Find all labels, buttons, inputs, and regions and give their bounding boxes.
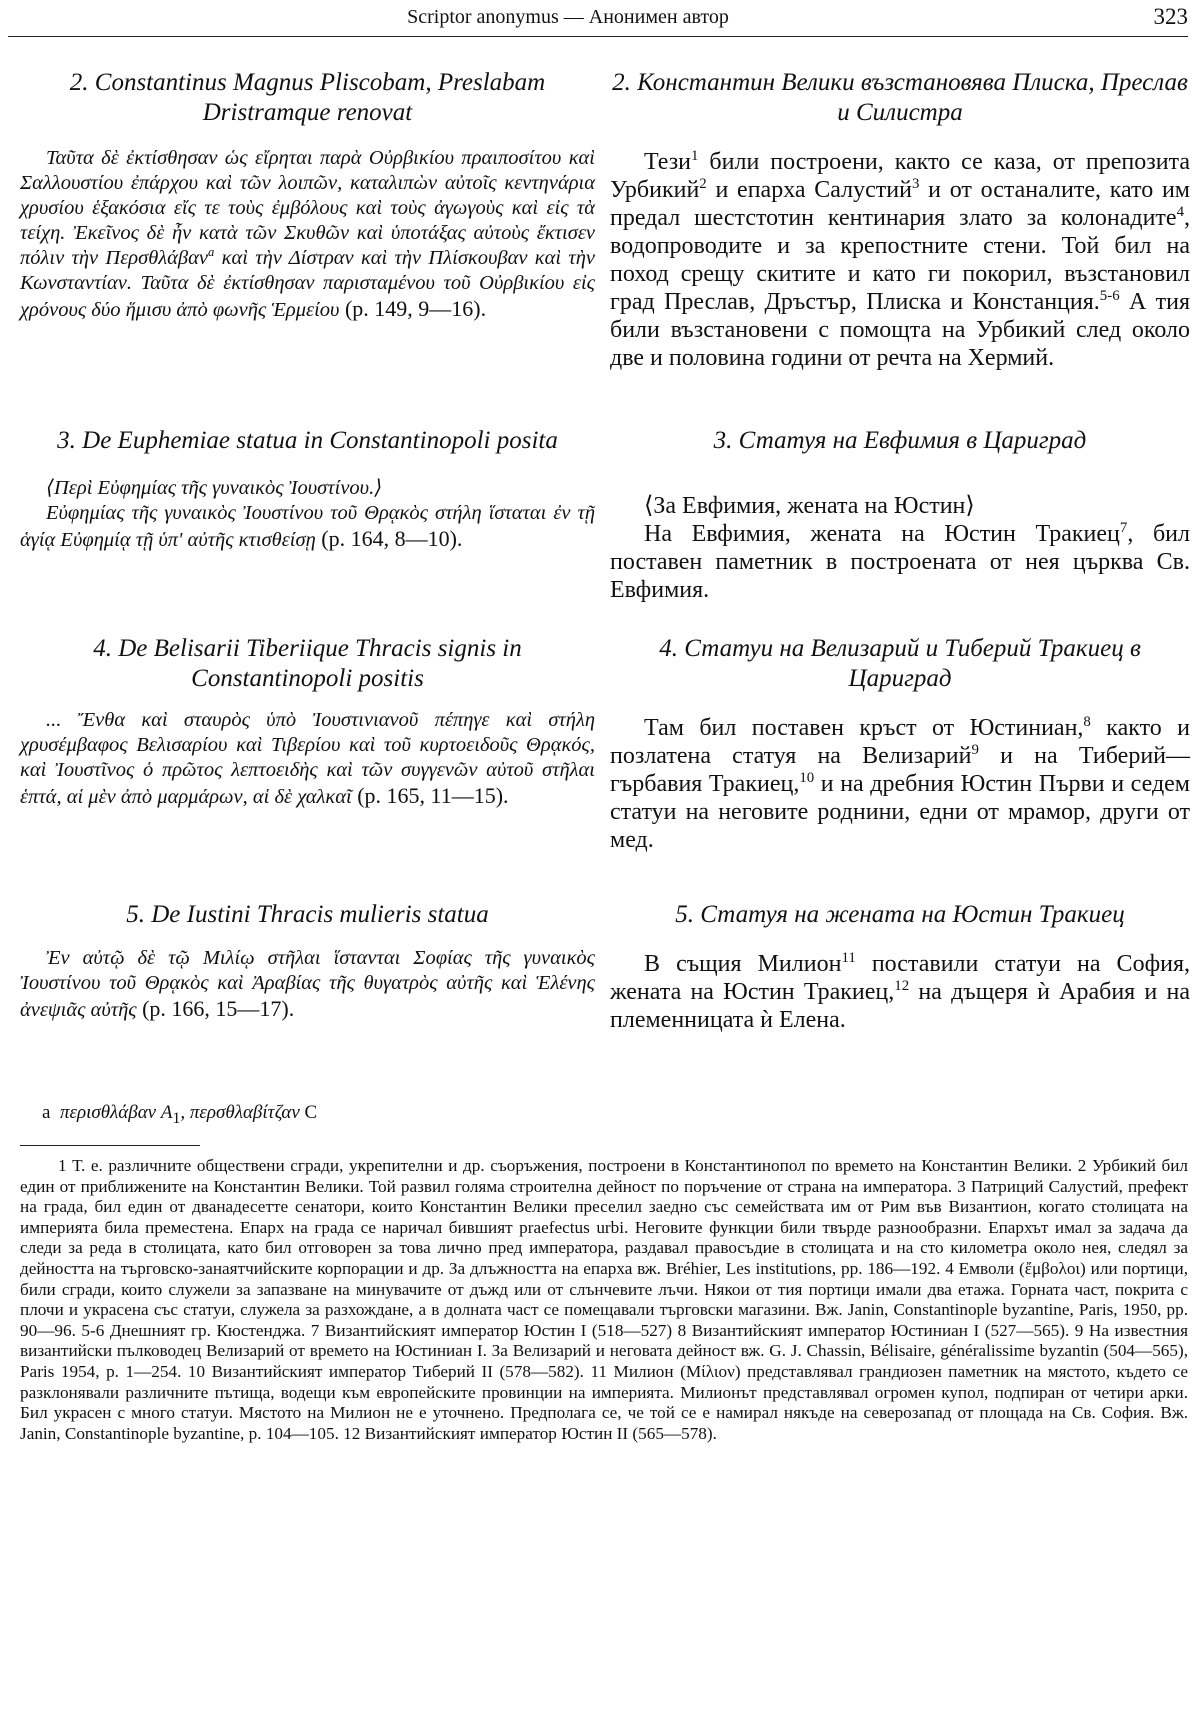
- bulgarian-paragraph: В същия Милион$^{11}$ поставили статуи на София, жената на Юстин Тракиец,$^{12}$ на дъщеря ѝ Арабия и на племенницата ѝ Елена.: [610, 950, 1190, 1033]
- greek-paragraph: ... Ἔνθα καὶ σταυρὸς ὑπὸ Ἰουστινιανοῦ πέπηγε καὶ στήλη χρυσέμβαφος Βελισαρίου καὶ Τιβερίου καὶ τοῦ κυρτοειδοῦς Θρᾳκός, καὶ Ἰουστῖνος ὁ πρῶτος λεπτοειδὴς καὶ τῶν συγγενῶν αὐτοῦ στῆλαι ἑπτά, αἱ μὲν ἀπὸ μαρμάρων, αἱ δὲ χαλκαῖ (p. 165, 11—15).: [20, 709, 595, 808]
- apparatus-marker: a: [208, 245, 215, 260]
- section-4-greek: [20, 634, 595, 810]
- section-5-bulgarian: [610, 900, 1190, 1034]
- section-2-greek: [20, 68, 595, 323]
- section-title: 5. De Iustini Thracis mulieris statua: [126, 901, 489, 928]
- section-title: 4. Статуи на Велизарий и Тиберий Тракиец в Цариград: [659, 635, 1141, 692]
- section-4-bulgarian: [610, 634, 1190, 854]
- greek-subheading: ⟨Περὶ Εὐφημίας τῆς γυναικὸς Ἰουστίνου.⟩: [46, 477, 383, 499]
- section-3-bulgarian: [610, 426, 1190, 604]
- running-title: Scriptor anonymus — Анонимен автор: [407, 6, 729, 28]
- page-reference: (p. 165, 11—15).: [351, 783, 509, 808]
- page-reference: (p. 164, 8—10).: [315, 526, 463, 551]
- greek-paragraph: Ἐν αὐτῷ δὲ τῷ Μιλίῳ στῆλαι ἵστανται Σοφίας τῆς γυναικὸς Ἰουστίνου τοῦ Θρᾳκὸς καὶ Ἀραβίας τῆς θυγατρὸς αὐτῆς καὶ Ἑλένης ἀνεψιᾶς αὐτῆς (p. 166, 15—17).: [20, 947, 595, 1021]
- footnotes: 1 Т. е. различните обществени сгради, укрепителни и др. съоръжения, построени в Константинопол по времето на Константин Велики. 2 Урбикий бил един от приближените на Константин Велики. Той развил голяма строителна дейност по поръчение от страна на императора. 3 Патриций Салустий, префект на града, бил един от дванадесетте сенатори, които Константин Велики преселил заедно със семействата им от Рим във Византион, когато столицата на империята била преместена. Епарх на града се наричал бившият praefectus urbi. Неговите функции били твърде разнообразни. Епархът имал за задача да следи за реда в столицата, като бил отговорен за това лично пред императора, раздавал правосъдие в столицата и на сто километра около нея, следял за дейността на търговско-занаятчийските корпорации и др. За длъжността на епарха вж. Bréhier, Les institutions, pp. 186—192. 4 Емволи (ἔμβολοι) или портици, били сгради, които служели за запазване на минувачите от дъжд или от слънчевите лъчи. Някои от тия портици имали два етажа. Горната част, покрита с плочи и украсена със статуи, служела за разхождане, а в долната част се помещавали търговски магазини. Вж. Janin, Constantinople byzantine, Paris, 1950, pp. 90—96. 5-6 Днешният гр. Кюстенджа. 7 Византийският император Юстин I (518—527) 8 Византийският император Юстиниан I (527—565). 9 На известния византийски пълководец Велизарий от времето на Юстиниан I. За Велизарий и неговата дейност вж. G. J. Chassin, Bélisaire, généralissime byzantin (504—565), Paris 1954, p. 1—254. 10 Византийският император Тиберий II (578—582). 11 Милион (Μίλιον) представлявал грандиозен паметник на мястото, където се разклонявали различните пътища, водещи към европейските провинции на империята. Милионът представлявал огромен купол, подпиран от четири арки. Бил украсен с много статуи. Мястото на Милион не е уточнено. Предполага се, че той се е намирал някъде на северозапад от площада на Св. София. Вж. Janin, Constantinople byzantine, p. 104—105. 12 Византийският император Юстин II (565—578).: [20, 1156, 1188, 1443]
- section-title: 3. Статуя на Евфимия в Цариград: [713, 427, 1087, 454]
- section-5-greek: [20, 900, 595, 1023]
- greek-paragraph: Εὐφημίας τῆς γυναικὸς Ἰουστίνου τοῦ Θρᾳκὸς στήλη ἵσταται ἐν τῇ ἁγίᾳ Εὐφημίᾳ τῇ ὑπ' αὐτῆς κτισθείσῃ (p. 164, 8—10).: [20, 502, 595, 551]
- bulgarian-paragraph: Там бил поставен кръст от Юстиниан,$^8$ както и позлатена статуя на Велизарий$^9$ и на Тиберий—гърбавия Тракиец,$^{10}$ и на дребния Юстин Първи и седем статуи на неговите роднини, едни от мрамор, други от мед.: [610, 714, 1191, 853]
- running-header: [8, 2, 1188, 37]
- section-title: 2. Константин Велики възстановява Плиска, Преслав и Силистра: [612, 69, 1188, 126]
- footnote-rule: [20, 1145, 200, 1146]
- section-title: 4. De Belisarii Tiberiique Thracis signis in Constantinopoli positis: [93, 635, 522, 692]
- critical-apparatus: a περισθλάβαν $A_1$, περσθλαβίτζαν C: [42, 1102, 318, 1127]
- section-3-greek: [20, 426, 595, 553]
- section-2-bulgarian: [610, 68, 1190, 372]
- section-title: 5. Статуя на жената на Юстин Тракиец: [675, 901, 1125, 928]
- section-title: 2. Constantinus Magnus Pliscobam, Preslabam Dristramque renovat: [69, 69, 546, 126]
- greek-paragraph: Ταῦτα δὲ ἐκτίσθησαν ὡς εἴρηται παρὰ Οὐρβικίου πραιποσίτου καὶ Σαλλουστίου ἐπάρχου καὶ τῶν λοιπῶν, καταλιπὼν αὐτοῖς κεντηνάρια χρυσίου ἑξακόσια εἴς τε τοὺς ἐμβόλους καὶ τοὺς ἀγωγοὺς καὶ εἰς τὰ τείχη. Ἐκεῖνος δὲ ἦν κατὰ τῶν Σκυθῶν καὶ ὑποτάξας αὐτοὺς ἔκτισεν πόλιν τὴν Περσθλάβαν$^a$ καὶ τὴν Δίστραν καὶ τὴν Πλίσκουβαν καὶ τὴν Κωνσταντίαν. Ταῦτα δὲ ἐκτίσθησαν παρισταμένου τοῦ Οὐρβικίου εἰς χρόνους δύο ἥμισυ ἀπὸ φωνῆς Ἑρμείου (p. 149, 9—16).: [20, 147, 595, 321]
- section-title: 3. De Euphemiae statua in Constantinopoli posita: [57, 427, 558, 454]
- page-reference: (p. 166, 15—17).: [136, 996, 295, 1021]
- bulgarian-paragraph: Тези$^1$ били построени, както се каза, от препозита Урбикий$^2$ и епарха Салустий$^3$ и от останалите, като им предал шестстотин кентинария злато за колонадите$^4$, водопроводите и за крепостните стени. Той бил на поход срещу скитите и като ги покорил, възстановил град Преслав, Дръстър, Плиска и Констанция.$^{5-6}$ А тия били възстановени с помощта на Урбикий след около две и половина години от речта на Хермий.: [610, 148, 1190, 371]
- page-reference: (p. 149, 9—16).: [339, 296, 487, 321]
- bulgarian-subheading: ⟨За Евфимия, жената на Юстин⟩: [644, 493, 975, 519]
- bulgarian-paragraph: На Евфимия, жената на Юстин Тракиец$^7$, бил поставен паметник в построената от нея църква Св. Евфимия.: [610, 520, 1191, 603]
- page-number: 323: [1153, 4, 1188, 29]
